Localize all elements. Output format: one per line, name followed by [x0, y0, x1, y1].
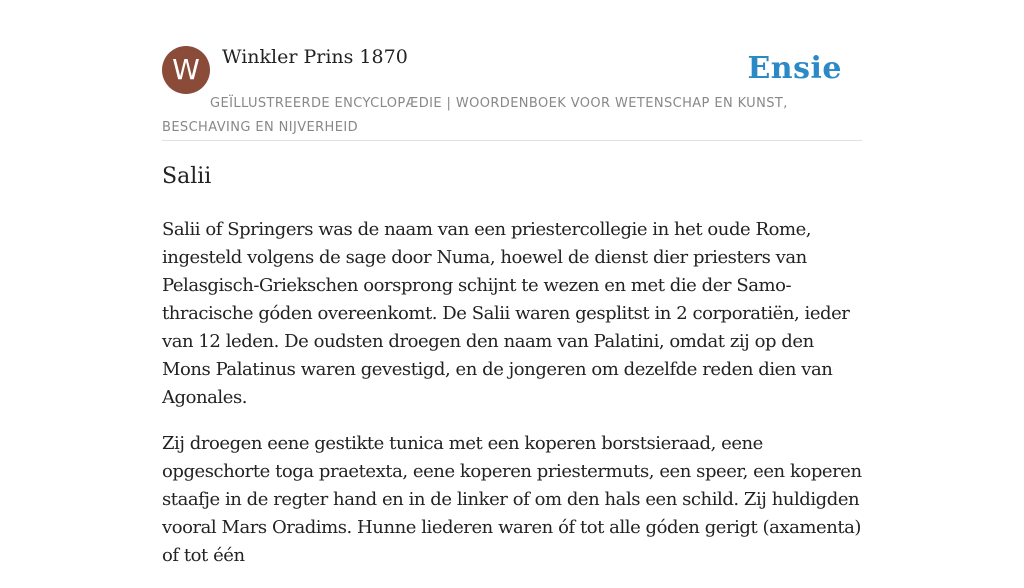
source-title[interactable]: Winkler Prins 1870 [222, 46, 408, 68]
article-paragraph: Salii of Springers was de naam van een priestercollegie in het oude Rome, ingesteld volgens de sage door Numa, hoewel de dienst dier priesters van Pelasgisch-Griekschen oorsprong schijnt te wezen en met die der Samo-thracische góden overeenkomt. De Salii waren gesplitst in 2 corporatiën, ieder van 12 leden. De oudsten droegen den naam van Palatini, omdat zij op den Mons Palatinus waren gevestigd, en de jongeren om dezelfde reden dien van Agonales. [162, 219, 850, 408]
article-paragraph: Zij droegen eene gestikte tunica met een koperen borstsieraad, eene opgeschorte toga praetexta, eene koperen priestermuts, een speer, een koperen staafje in de regter hand en in de linker of om den hals een schild. Zij huldigden vooral Mars Oradims. Hunne liederen waren óf tot alle góden gerigt (axamenta) of tot één [162, 433, 862, 566]
source-avatar[interactable]: W [162, 46, 210, 94]
brand-logo[interactable]: Ensie [747, 51, 842, 86]
site-header [162, 46, 862, 141]
article-title: Salii [162, 164, 212, 189]
article-body [162, 216, 862, 588]
source-subtitle: GEÏLLUSTREERDE ENCYCLOPÆDIE | WOORDENBOEK VOOR WETENSCHAP EN KUNST, BESCHAVING EN NIJVERHEID [162, 96, 788, 135]
